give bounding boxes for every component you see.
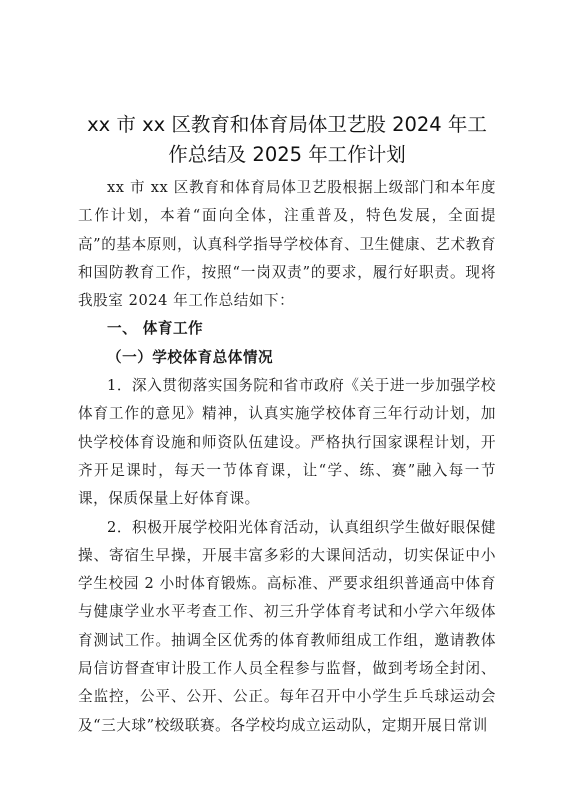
- body-paragraph-2: 2．积极开展学校阳光体育活动，认真组织学生做好眼保健操、寄宿生早操，开展丰富多彩的大课间活动，切实保证中小学生校园 2 小时体育锻炼。高标准、严要求组织普通高中体育与健康学业水平考查工作、初三升学体育考试和小学六年级体育测试工作。抽调全区优秀的体育教师组成工作组，邀请教体局信访督查审计股工作人员全程参与监督，做到考场全封闭、全监控，公平、公开、公正。每年召开中小学生乒乓球运动会及“三大球”校级联赛。各学校均成立运动队，定期开展日常训: [78, 518, 496, 734]
- body-paragraph-1: 1．深入贯彻落实国务院和省市政府《关于进一步加强学校体育工作的意见》精神，认真实施学校体育三年行动计划，加快学校体育设施和师资队伍建设。严格执行国家课程计划，开齐开足课时，每天一节体育课，让“学、练、赛”融入每一节课，保质保量上好体育课。: [78, 377, 496, 508]
- subsection-heading-overview: （一）学校体育总体情况: [107, 348, 274, 366]
- intro-paragraph: xx 市 xx 区教育和体育局体卫艺股根据上级部门和本年度工作计划，本着“面向全体，注重普及，特色发展，全面提高”的基本原则，认真科学指导学校体育、卫生健康、艺术教育和国防教育工作，按照“一岗双责”的要求，履行好职责。现将我股室 2024 年工作总结如下：: [78, 179, 496, 310]
- section-heading-sports: 一、 体育工作: [107, 320, 204, 338]
- document-title: [72, 110, 502, 170]
- title-line-1: xx 市 xx 区教育和体育局体卫艺股 2024 年工: [87, 113, 487, 136]
- document-page: [78, 110, 496, 740]
- title-line-2: 作总结及 2025 年工作计划: [168, 143, 406, 166]
